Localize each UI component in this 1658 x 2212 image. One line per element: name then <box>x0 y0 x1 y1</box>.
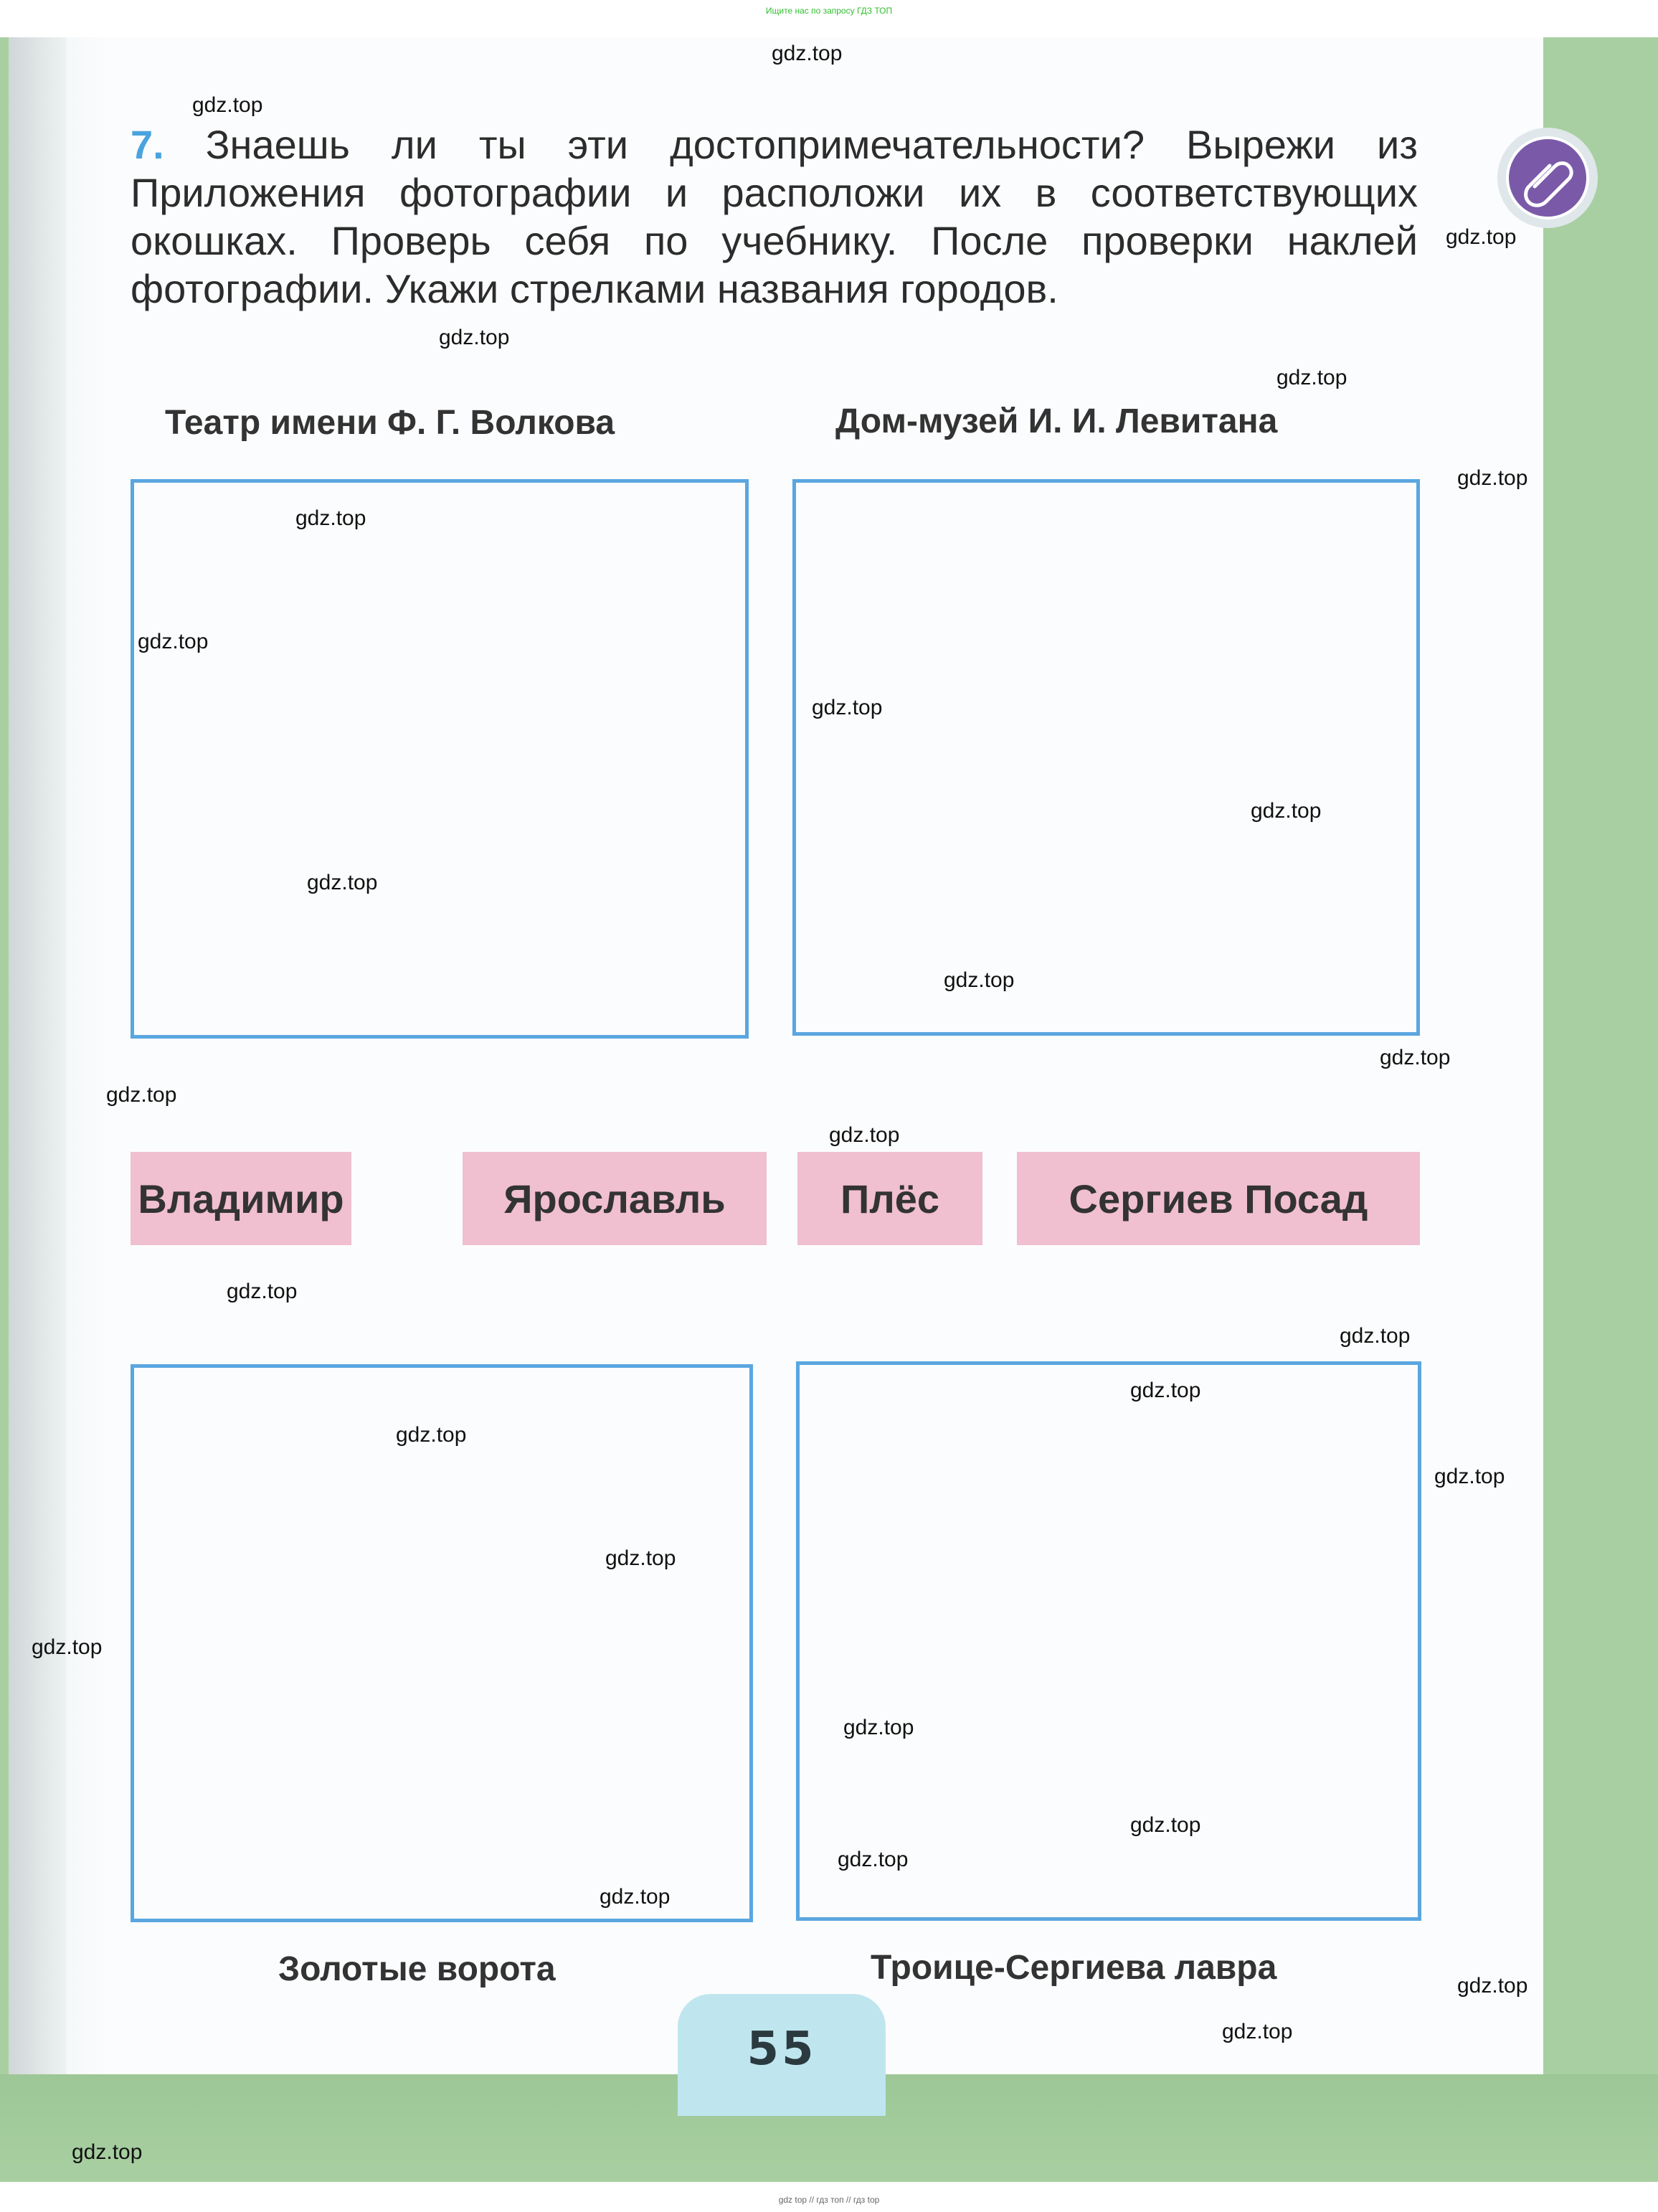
watermark: gdz.top <box>439 326 510 349</box>
task-number: 7. <box>131 122 164 167</box>
watermark: gdz.top <box>227 1280 298 1303</box>
landmark-title-levitan-museum: Дом-музей И. И. Левитана <box>835 402 1278 440</box>
photo-slot-levitan-museum[interactable] <box>792 479 1420 1036</box>
watermark: gdz.top <box>396 1423 467 1447</box>
watermark: gdz.top <box>1434 1465 1505 1488</box>
watermark: gdz.top <box>1276 366 1347 389</box>
landmark-title-trinity-lavra: Троице-Сергиева лавра <box>871 1949 1277 1987</box>
paperclip-badge <box>1497 128 1598 228</box>
photo-slot-trinity-lavra[interactable] <box>796 1361 1421 1921</box>
watermark: gdz.top <box>600 1885 671 1909</box>
watermark: gdz.top <box>1222 2020 1293 2043</box>
watermark: gdz.top <box>295 506 366 530</box>
bottom-banner: gdz top // гдз топ // гдз top <box>778 2195 880 2205</box>
watermark: gdz.top <box>1457 1974 1528 1998</box>
watermark: gdz.top <box>772 42 843 65</box>
watermark: gdz.top <box>192 93 263 117</box>
watermark: gdz.top <box>307 871 378 894</box>
photo-slot-volkov-theatre[interactable] <box>131 479 749 1039</box>
watermark: gdz.top <box>843 1716 914 1739</box>
city-label-yaroslavl[interactable]: Ярославль <box>463 1152 767 1245</box>
landmark-title-golden-gate: Золотые ворота <box>278 1950 556 1988</box>
task-instruction: Знаешь ли ты эти достопримечательности? Вырежи из Приложения фотографии и расположи их в соответствующих окошках. Проверь себя по учебнику. После проверки наклей фотографии. Укажи стрелками названия городов. <box>131 122 1418 311</box>
watermark: gdz.top <box>72 2140 143 2164</box>
watermark: gdz.top <box>1446 225 1517 249</box>
top-banner: Ищите нас по запросу ГДЗ ТОП <box>765 6 893 16</box>
watermark: gdz.top <box>32 1635 103 1659</box>
photo-slot-golden-gate[interactable] <box>131 1364 753 1922</box>
page-number: 55 <box>747 2023 817 2076</box>
watermark: gdz.top <box>138 630 209 653</box>
watermark: gdz.top <box>605 1546 676 1570</box>
book-spine <box>9 37 66 2182</box>
watermark: gdz.top <box>829 1123 900 1147</box>
city-label-vladimir[interactable]: Владимир <box>131 1152 351 1245</box>
watermark: gdz.top <box>944 968 1015 992</box>
city-label-sergiev-posad[interactable]: Сергиев Посад <box>1017 1152 1420 1245</box>
watermark: gdz.top <box>1457 466 1528 490</box>
city-label-ples[interactable]: Плёс <box>797 1152 982 1245</box>
watermark: gdz.top <box>1340 1324 1411 1348</box>
watermark: gdz.top <box>1380 1046 1451 1069</box>
watermark: gdz.top <box>1130 1813 1201 1837</box>
watermark: gdz.top <box>106 1083 177 1107</box>
watermark: gdz.top <box>1130 1379 1201 1402</box>
watermark: gdz.top <box>812 696 883 719</box>
landmark-title-volkov-theatre: Театр имени Ф. Г. Волкова <box>165 404 615 442</box>
task-text <box>131 120 1418 313</box>
watermark: gdz.top <box>838 1848 909 1871</box>
paperclip-icon <box>1506 136 1589 219</box>
watermark: gdz.top <box>1251 799 1322 823</box>
